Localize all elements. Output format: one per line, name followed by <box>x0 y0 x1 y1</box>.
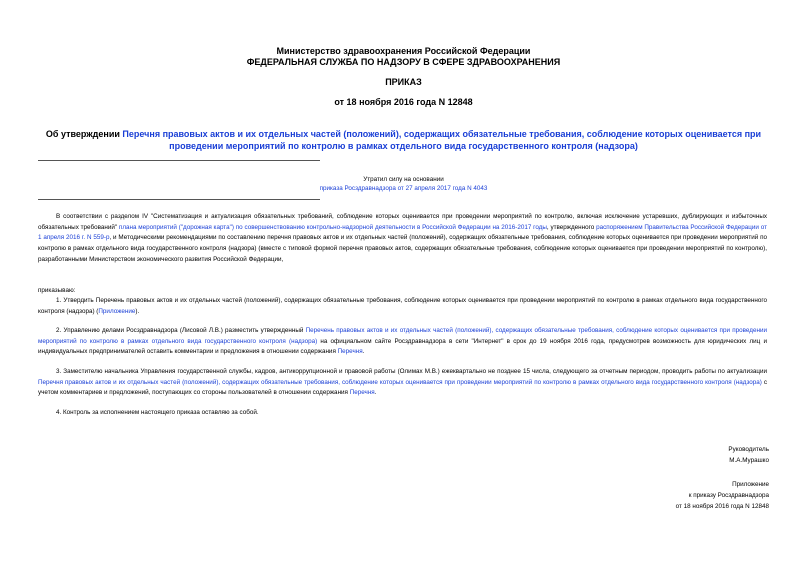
item-3-mid: с учетом комментариев и предложений, поступающих со стороны пользователей в отношении содержания <box>38 378 767 397</box>
item-2-list-link[interactable]: Перечень правовых актов и их отдельных частей (положений), содержащих обязательные требования, соблюдение которых оценивается при проведении мероприятий по контролю в рамках отдельного вида государственного контроля (надзора) <box>38 327 767 345</box>
appendix-ref: к приказу Росздравнадзора <box>688 492 769 499</box>
preamble-text-3: , и Методическими рекомендациями по составлению перечня правовых актов и их отдельных частей (положений), содержащих обязательные требования, соблюдение которых оценивается при проведении мероприятий по контролю в рамках отдельного вида государственного контроля (надзора) (вместе с типовой формой перечня правовых актов, содержащих обязательные требования, соблюдение которых оценивается при проведении мероприятий по контролю), разработанными Министерством экономического развития Российской Федерации, <box>38 234 767 263</box>
title-link[interactable]: Перечня правовых актов и их отдельных частей (положений), содержащих обязательные требования, соблюдение которых оценивается при проведении мероприятий по контролю в рамках отдельного вида государственного контроля (надзора) <box>122 129 762 151</box>
item-3 <box>38 367 767 399</box>
appendix-link[interactable]: Приложение <box>98 307 136 315</box>
title-prefix: Об утверждении <box>45 129 123 139</box>
item-2-mid: на официальном сайте Росздравнадзора в сети "Интернет" в срок до 19 ноября 2016 года, предусмотрев возможность для юридических лиц и индивидуальных предпринимателей оставить комментарии и предложения в отношении содержания <box>38 337 767 356</box>
preamble-text-1: В соответствии с разделом IV "Систематизация и актуализация обязательных требований, соблюдение которых оценивается при проведении мероприятий по контролю, включая исключение устаревших, дублирующих и избыточных обязательных требований" <box>38 213 767 231</box>
item-2 <box>38 326 767 358</box>
preamble-text-2: , утвержденного <box>546 223 597 231</box>
document-title <box>30 128 777 152</box>
item-3-text: 3. Заместителю начальника Управления государственной службы, кадров, антикоррупционной и правовой работы (Олимах М.В.) ежеквартально не позднее 15 числа, следующего за отчетным периодом, проводить работы по актуализации <box>56 368 767 375</box>
item-2-end: . <box>362 348 365 356</box>
signature-name: М.А.Мурашко <box>729 457 769 464</box>
document-type: ПРИКАЗ <box>385 77 422 87</box>
item-1-end: ). <box>135 307 140 315</box>
divider-top <box>38 160 320 161</box>
service-name: ФЕДЕРАЛЬНАЯ СЛУЖБА ПО НАДЗОРУ В СФЕРЕ ЗДРАВООХРАНЕНИЯ <box>246 57 561 67</box>
document-date: от 18 ноября 2016 года N 12848 <box>334 97 473 107</box>
item-2-text: 2. Управлению делами Росздравнадзора (Лисовой Л.В.) разместить утвержденный <box>56 327 306 334</box>
roadmap-link[interactable]: плана мероприятий ("дорожная карта") по совершенствованию контрольно-надзорной деятельности в Российской Федерации на 2016-2017 годы <box>118 223 547 231</box>
item-1 <box>38 296 767 317</box>
item-1-text: 1. Утвердить Перечень правовых актов и их отдельных частей (положений), содержащих обязательные требования, соблюдение которых оценивается при проведении мероприятий по контролю в рамках отдельного вида государственного контроля (надзора) ( <box>38 297 767 315</box>
item-3-end: . <box>374 389 377 397</box>
government-order-link[interactable]: распоряжением Правительства Российской Федерации от 1 апреля 2016 г. N 559-р <box>38 223 767 242</box>
item-2-list-link-short[interactable]: Перечня <box>337 348 363 356</box>
item-3-list-link[interactable]: Перечня правовых актов и их отдельных частей (положений), содержащих обязательные требования, соблюдение которых оценивается при проведении мероприятий по контролю в рамках отдельного вида государственного контроля (надзора) <box>38 378 762 386</box>
order-word: приказываю: <box>38 287 76 294</box>
appendix-date: от 18 ноября 2016 года N 12848 <box>675 503 769 510</box>
repeal-order-link[interactable]: приказа Росздравнадзора от 27 апреля 2017 года N 4043 <box>319 185 488 192</box>
preamble-paragraph <box>38 212 767 266</box>
signature-role: Руководитель <box>728 446 769 453</box>
item-4: 4. Контроль за исполнением настоящего приказа оставляю за собой. <box>56 409 259 416</box>
ministry-name: Министерство здравоохранения Российской Федерации <box>276 46 531 56</box>
appendix-label: Приложение <box>732 481 769 488</box>
divider-bottom <box>38 199 320 200</box>
item-3-list-link-short[interactable]: Перечня <box>349 389 375 397</box>
status-text: Утратил силу на основании <box>363 176 444 183</box>
